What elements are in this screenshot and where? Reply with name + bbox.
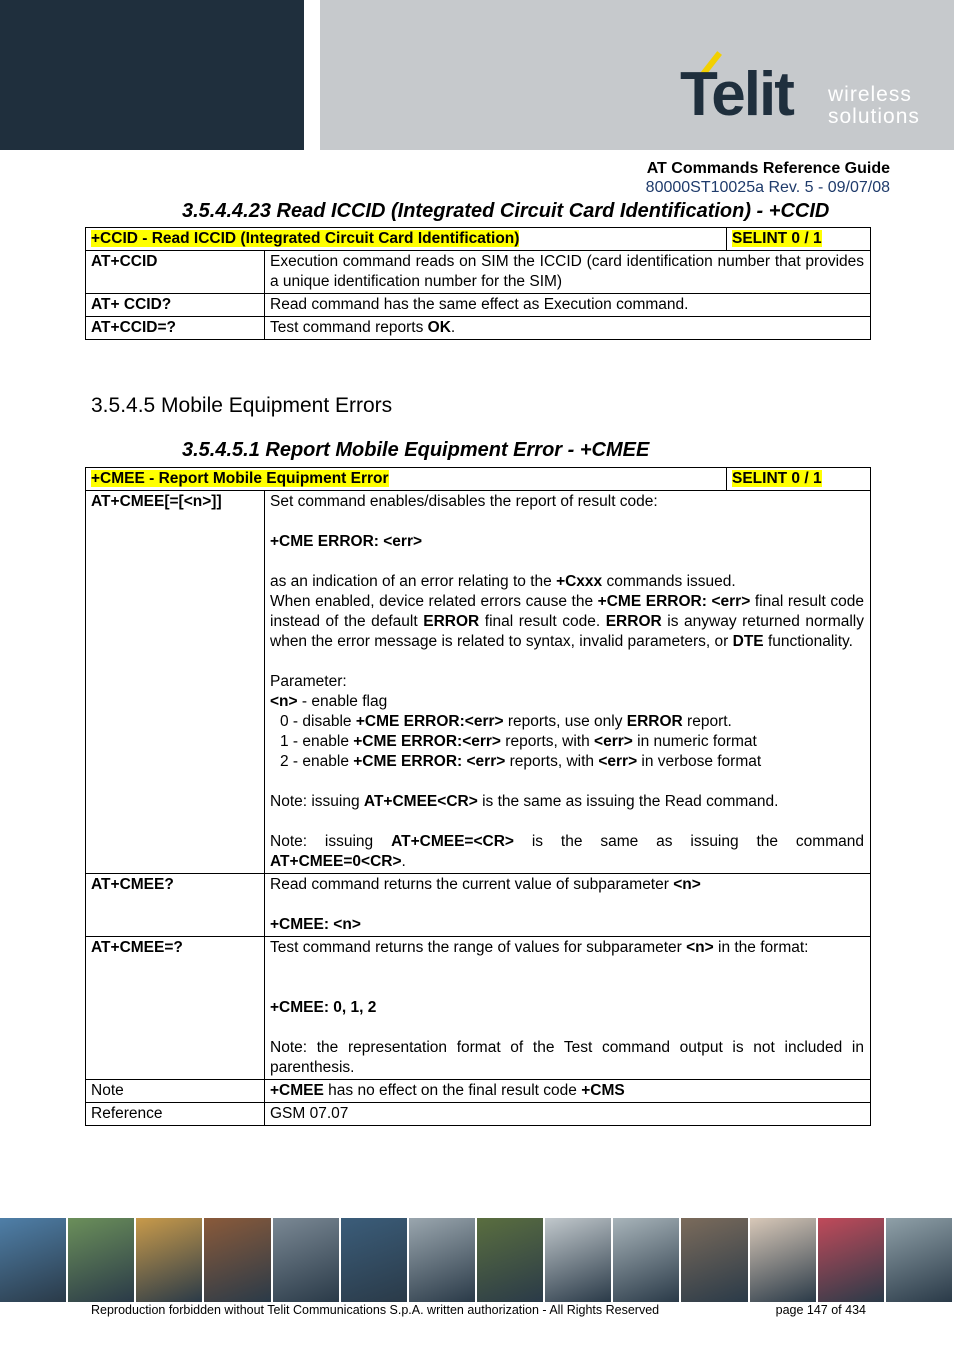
table-row: [86, 294, 871, 317]
footer-photo-tile: [204, 1218, 272, 1302]
document-title-block: [646, 159, 890, 197]
command-cell: AT+CCID: [86, 251, 265, 294]
note-label: Note: [86, 1080, 265, 1103]
page-number: page 147 of 434: [775, 1303, 866, 1317]
footer-photo-tile: [477, 1218, 545, 1302]
footer-photo-tile: [136, 1218, 204, 1302]
table-title: +CCID - Read ICCID (Integrated Circuit Card Identification): [91, 230, 520, 247]
table-row: [86, 251, 871, 294]
table-header-row: [86, 468, 871, 491]
command-cell: AT+CMEE?: [86, 874, 265, 937]
footer-photo-tile: [886, 1218, 954, 1302]
footer-photo-tile: [750, 1218, 818, 1302]
description-cell: Execution command reads on SIM the ICCID (card identification number that provides a unique identification number for the SIM): [265, 251, 871, 294]
logo-tagline: wireless solutions: [828, 83, 920, 128]
description-cell: Read command returns the current value of subparameter <n> +CMEE: <n>: [265, 874, 871, 937]
selint-label: SELINT 0 / 1: [732, 470, 822, 487]
footer-photo-tile: [0, 1218, 68, 1302]
footer-photo-tile: [545, 1218, 613, 1302]
reference-label: Reference: [86, 1103, 265, 1126]
footer-photo-tile: [818, 1218, 886, 1302]
table-row: [86, 937, 871, 1080]
cmee-table: [85, 467, 871, 1126]
doc-reference: 80000ST10025a Rev. 5 - 09/07/08: [645, 179, 890, 196]
section-heading-ccid: 3.5.4.4.23 Read ICCID (Integrated Circuit Card Identification) - +CCID: [182, 200, 830, 222]
command-cell: AT+CMEE[=[<n>]]: [86, 491, 265, 874]
command-cell: AT+CMEE=?: [86, 937, 265, 1080]
footer-photo-tile: [681, 1218, 749, 1302]
footer-photo-tile: [409, 1218, 477, 1302]
footer-image-strip: [0, 1218, 954, 1302]
selint-label: SELINT 0 / 1: [732, 230, 822, 247]
telit-logo: [678, 48, 928, 133]
logo-brand: Telit: [680, 60, 793, 129]
table-row: [86, 317, 871, 340]
section-heading-errors: 3.5.4.5 Mobile Equipment Errors: [91, 394, 393, 417]
table-row: [86, 874, 871, 937]
description-cell: Test command reports OK.: [265, 317, 871, 340]
note-cell: +CMEE has no effect on the final result code +CMS: [265, 1080, 871, 1103]
ccid-table: [85, 227, 871, 340]
header-dark-panel: [0, 0, 304, 150]
description-cell: Read command has the same effect as Execution command.: [265, 294, 871, 317]
description-cell: Test command returns the range of values for subparameter <n> in the format: +CMEE: 0, 1, 2 Note: the representation format of the Test command output is not included in parenthesis.: [265, 937, 871, 1080]
command-cell: AT+CCID=?: [86, 317, 265, 340]
footer-photo-tile: [341, 1218, 409, 1302]
description-cell: Set command enables/disables the report of result code: +CME ERROR: <err> as an indication of an error relating to the +Cxxx commands issued. When enabled, device related errors cause the +CME ERROR: <err> final result code instead of the default ERROR final result code. ERROR is anyway returned normally when the error message is related to syntax, invalid parameters, or DTE functionality. Parameter: <n> - enable flag 0 - disable +CME ERROR:<err> reports, use only ERROR report. 1 - enable +CME ERROR:<err> reports, with <err> in numeric format 2 - enable +CME ERROR: <err> reports, with <err> in verbose format Note: issuing AT+CMEE<CR> is the same as issuing the Read command. Note: issuing AT+CMEE=<CR> is the same as issuing the command AT+CMEE=0<CR>.: [265, 491, 871, 874]
doc-title: AT Commands Reference Guide: [646, 160, 890, 177]
section-heading-cmee: 3.5.4.5.1 Report Mobile Equipment Error - +CMEE: [182, 439, 650, 461]
table-header-row: [86, 228, 871, 251]
footer-photo-tile: [613, 1218, 681, 1302]
table-row: [86, 491, 871, 874]
footer-text: [91, 1303, 866, 1317]
table-row: [86, 1080, 871, 1103]
footer-photo-tile: [68, 1218, 136, 1302]
footer-photo-tile: [273, 1218, 341, 1302]
reference-cell: GSM 07.07: [265, 1103, 871, 1126]
table-title: +CMEE - Report Mobile Equipment Error: [91, 470, 389, 487]
copyright-notice: Reproduction forbidden without Telit Communications S.p.A. written authorization - All Rights Reserved: [91, 1303, 660, 1317]
command-cell: AT+ CCID?: [86, 294, 265, 317]
table-row: [86, 1103, 871, 1126]
